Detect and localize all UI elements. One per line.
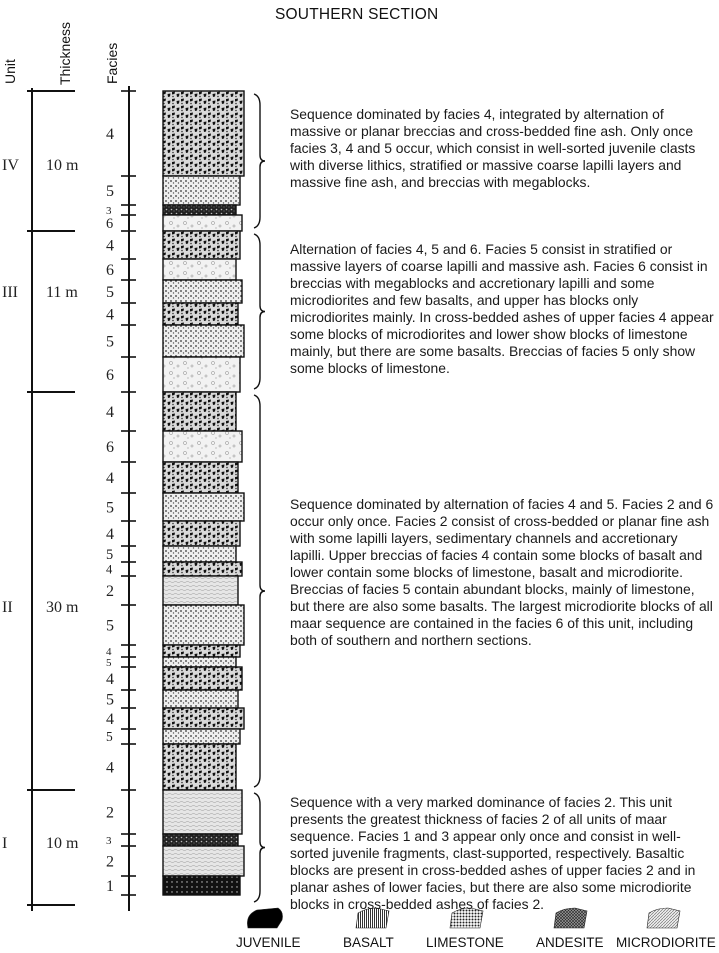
unit-label: I — [2, 835, 8, 852]
figure-title: SOUTHERN SECTION — [275, 6, 439, 23]
unit-i-bracket — [254, 793, 265, 902]
facies-label: 4 — [106, 759, 114, 777]
unit-thickness-label: 10 m — [46, 835, 79, 852]
facies-5-layer — [163, 690, 238, 708]
facies-label: 6 — [106, 367, 114, 385]
facies-label: 4 — [106, 562, 113, 577]
facies-4-layer — [163, 462, 238, 493]
facies-label: 5 — [106, 499, 114, 517]
facies-4-layer — [163, 231, 240, 259]
facies-6-layer — [163, 431, 242, 462]
legend-label-juvenile: JUVENILE — [236, 935, 301, 950]
facies-5-layer — [163, 546, 236, 562]
legend-label-basalt: BASALT — [343, 935, 394, 950]
facies-label: 5 — [106, 333, 114, 351]
unit-thickness-label: 11 m — [46, 284, 78, 301]
facies-5-layer — [163, 176, 240, 205]
facies-4-layer — [163, 744, 236, 790]
facies-label: 4 — [106, 306, 114, 324]
facies-5-layer — [163, 729, 240, 744]
thickness-column-header: Thickness — [57, 21, 73, 85]
facies-label: 4 — [106, 526, 114, 544]
unit-ii-bracket — [254, 395, 265, 787]
facies-4-layer — [163, 708, 244, 729]
facies-2-layer — [163, 790, 242, 834]
unit-ii-description: Sequence dominated by alternation of facies 4 and 5. Facies 2 and 6 occur only once. Facies 2 consist of cross-bedded or planar fine ash with some lapilli layers, sedimentary channels and accretionary lapilli. Upper breccias of facies 4 contain some blocks of basalt and lower contain some blocks of limestone, basalt and microdiorite. Breccias of facies 5 contain abundant blocks, mainly of limestone, but there are also some basalts. The largest microdiorite blocks of all maar sequence are contained in the facies 6 of this unit, including both of southern and northern sections. — [290, 496, 714, 648]
facies-6-layer — [163, 215, 242, 231]
unit-iv-bracket — [254, 94, 265, 228]
facies-label: 3 — [106, 834, 112, 847]
facies-4-layer — [163, 667, 242, 690]
facies-label: 4 — [106, 711, 114, 729]
facies-label: 5 — [106, 617, 114, 635]
facies-label: 2 — [106, 853, 114, 871]
facies-5-layer — [163, 657, 236, 667]
facies-label: 5 — [106, 691, 114, 709]
facies-4-layer — [163, 645, 240, 657]
unit-thickness-label: 30 m — [46, 599, 79, 616]
juvenile-clast-icon — [247, 908, 282, 928]
facies-3-layer — [163, 205, 236, 215]
legend-label-andesite: ANDESITE — [536, 935, 604, 950]
unit-iii-description: Alternation of facies 4, 5 and 6. Facies 5 consist in stratified or massive layers of coarse lapilli and massive ash. Facies 6 consist in breccias with megablocks and accretionary lapilli and some microdiorites and few basalts, and upper has blocks only microdiorites mainly. In cross-bedded ashes of upper facies 4 appear some blocks of microdiorites and lower show blocks of limestone mainly, but there are some basalts. Breccias of facies 5 only show some blocks of limestone. — [290, 241, 714, 376]
unit-label: II — [2, 599, 13, 616]
facies-4-layer — [163, 91, 244, 176]
facies-4-layer — [163, 392, 236, 431]
facies-2-layer — [163, 576, 238, 605]
facies-label: 4 — [106, 126, 114, 144]
facies-label: 1 — [106, 878, 114, 896]
unit-label: III — [2, 284, 18, 301]
facies-label: 2 — [106, 804, 114, 822]
facies-label: 4 — [106, 470, 114, 488]
facies-4-layer — [163, 303, 238, 325]
facies-label: 4 — [106, 404, 114, 422]
facies-6-layer — [163, 259, 236, 280]
facies-label: 5 — [106, 284, 114, 302]
unit-iv-description: Sequence dominated by facies 4, integrated by alternation of massive or planar breccias and cross-bedded fine ash. Only once facies 3, 4 and 5 occur, which consist in well-sorted juvenile clasts with diverse lithics, stratified or massive coarse lapilli layers and massive fine ash, and breccias with megablocks. — [290, 106, 696, 190]
facies-5-layer — [163, 325, 244, 357]
facies-label: 2 — [106, 583, 114, 601]
facies-label: 6 — [106, 262, 114, 280]
facies-label: 4 — [106, 645, 112, 658]
facies-4-layer — [163, 562, 242, 576]
facies-5-layer — [163, 280, 242, 303]
facies-label: 3 — [106, 204, 112, 217]
facies-label: 6 — [106, 439, 114, 457]
unit-thickness-label: 10 m — [46, 157, 79, 174]
facies-label: 5 — [106, 547, 114, 564]
facies-5-layer — [163, 605, 244, 645]
facies-3-layer — [163, 834, 238, 846]
facies-2-layer — [163, 846, 244, 876]
unit-column-header: Unit — [2, 59, 18, 84]
facies-1-layer — [163, 876, 240, 895]
unit-i-description: Sequence with a very marked dominance of facies 2. This unit presents the greatest thickness of facies 2 of all units of maar sequence. Facies 1 and 3 appear only once and consist in well-sorted juvenile fragments, clast-supported, respectively. Basaltic blocks are present in cross-bedded ashes of upper facies 2 and in planar ashes of lower facies, but there are also some microdiorite blocks in cross-bedded ashes of facies 2. — [290, 794, 696, 912]
legend-label-limestone: LIMESTONE — [426, 935, 504, 950]
facies-column-header: Facies — [104, 42, 120, 84]
facies-label: 4 — [106, 237, 114, 255]
legend-label-microdiorite: MICRODIORITE — [616, 935, 716, 950]
facies-4-layer — [163, 521, 240, 546]
unit-label: IV — [2, 157, 19, 174]
facies-label: 5 — [106, 656, 112, 669]
facies-label: 6 — [106, 216, 114, 233]
facies-6-layer — [163, 357, 240, 392]
facies-5-layer — [163, 493, 244, 521]
unit-iii-bracket — [254, 234, 265, 389]
facies-label: 4 — [106, 671, 114, 689]
facies-label: 5 — [106, 183, 114, 201]
facies-label: 5 — [106, 729, 113, 745]
